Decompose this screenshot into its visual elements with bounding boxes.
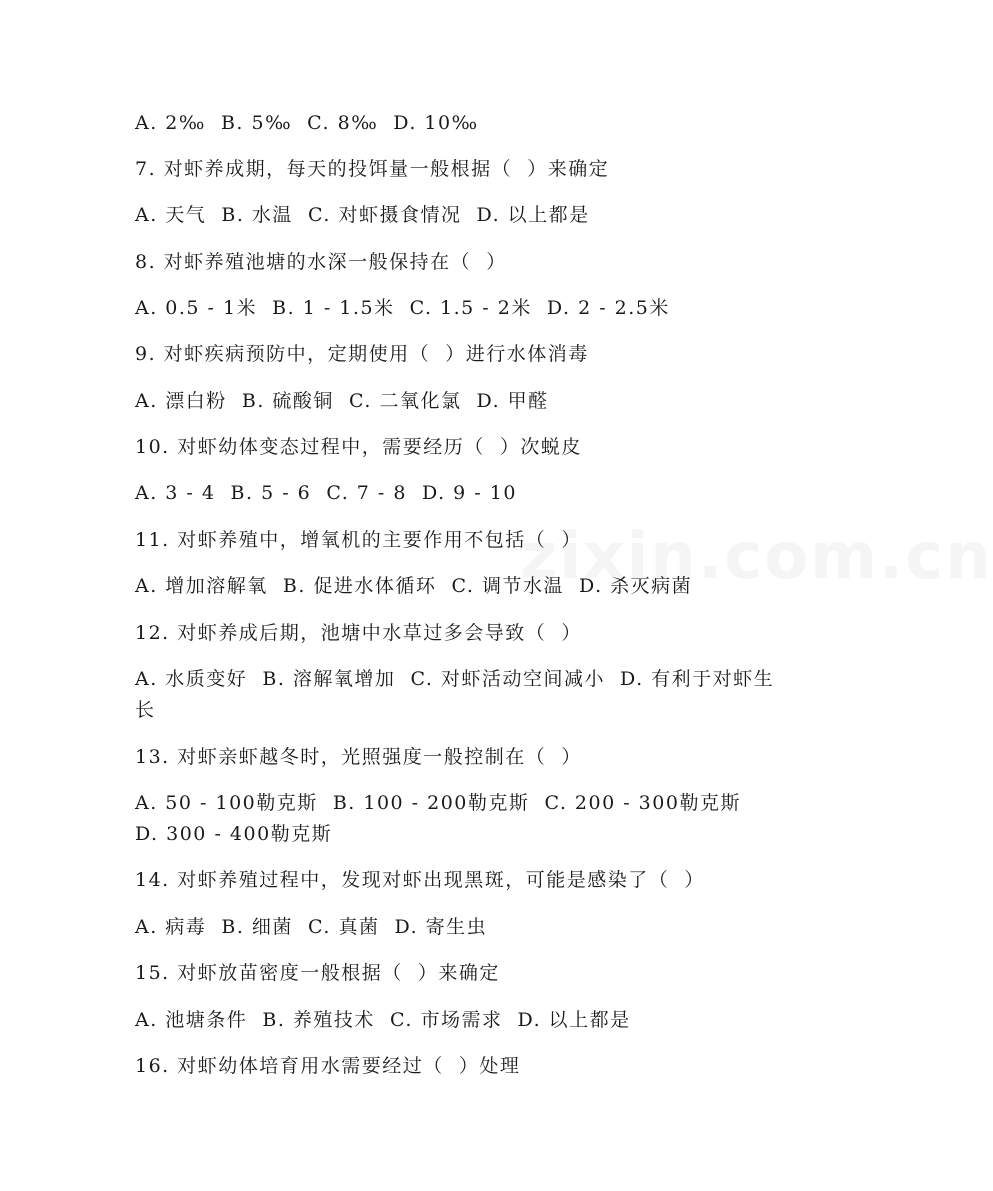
q14-options: A. 病毒 B. 细菌 C. 真菌 D. 寄生虫 (135, 916, 488, 938)
q9-question: 9. 对虾疾病预防中，定期使用（ ）进行水体消毒 (135, 343, 589, 365)
q8-question: 8. 对虾养殖池塘的水深一般保持在（ ） (135, 251, 507, 273)
q15-question: 15. 对虾放苗密度一般根据（ ）来确定 (135, 962, 500, 984)
q16-question: 16. 对虾幼体培育用水需要经过（ ）处理 (135, 1055, 521, 1077)
q9-options: A. 漂白粉 B. 硫酸铜 C. 二氧化氯 D. 甲醛 (135, 390, 549, 412)
q12-options: A. 水质变好 B. 溶解氧增加 C. 对虾活动空间减小 D. 有利于对虾生长 (135, 668, 775, 721)
q8-options: A. 0.5 - 1米 B. 1 - 1.5米 C. 1.5 - 2米 D. 2 - 2.5米 (135, 297, 670, 319)
q13-options: A. 50 - 100勒克斯 B. 100 - 200勒克斯 C. 200 - 300勒克斯 D. 300 - 400勒克斯 (135, 792, 757, 845)
q13-question: 13. 对虾亲虾越冬时，光照强度一般控制在（ ） (135, 746, 582, 768)
q15-options: A. 池塘条件 B. 养殖技术 C. 市场需求 D. 以上都是 (135, 1009, 631, 1031)
watermark: zixin.com.cn (520, 520, 993, 594)
q6-options: A. 2‰ B. 5‰ C. 8‰ D. 10‰ (135, 112, 479, 134)
q12-question: 12. 对虾养成后期，池塘中水草过多会导致（ ） (135, 622, 582, 644)
q14-question: 14. 对虾养殖过程中，发现对虾出现黑斑，可能是感染了（ ） (135, 869, 705, 891)
q10-question: 10. 对虾幼体变态过程中，需要经历（ ）次蜕皮 (135, 436, 582, 458)
q10-options: A. 3 - 4 B. 5 - 6 C. 7 - 8 D. 9 - 10 (135, 482, 517, 504)
q7-question: 7. 对虾养成期，每天的投饵量一般根据（ ）来确定 (135, 158, 610, 180)
q11-options: A. 增加溶解氧 B. 促进水体循环 C. 调节水温 D. 杀灭病菌 (135, 575, 693, 597)
q7-options: A. 天气 B. 水温 C. 对虾摄食情况 D. 以上都是 (135, 204, 590, 226)
q11-question: 11. 对虾养殖中，增氧机的主要作用不包括（ ） (135, 529, 582, 551)
